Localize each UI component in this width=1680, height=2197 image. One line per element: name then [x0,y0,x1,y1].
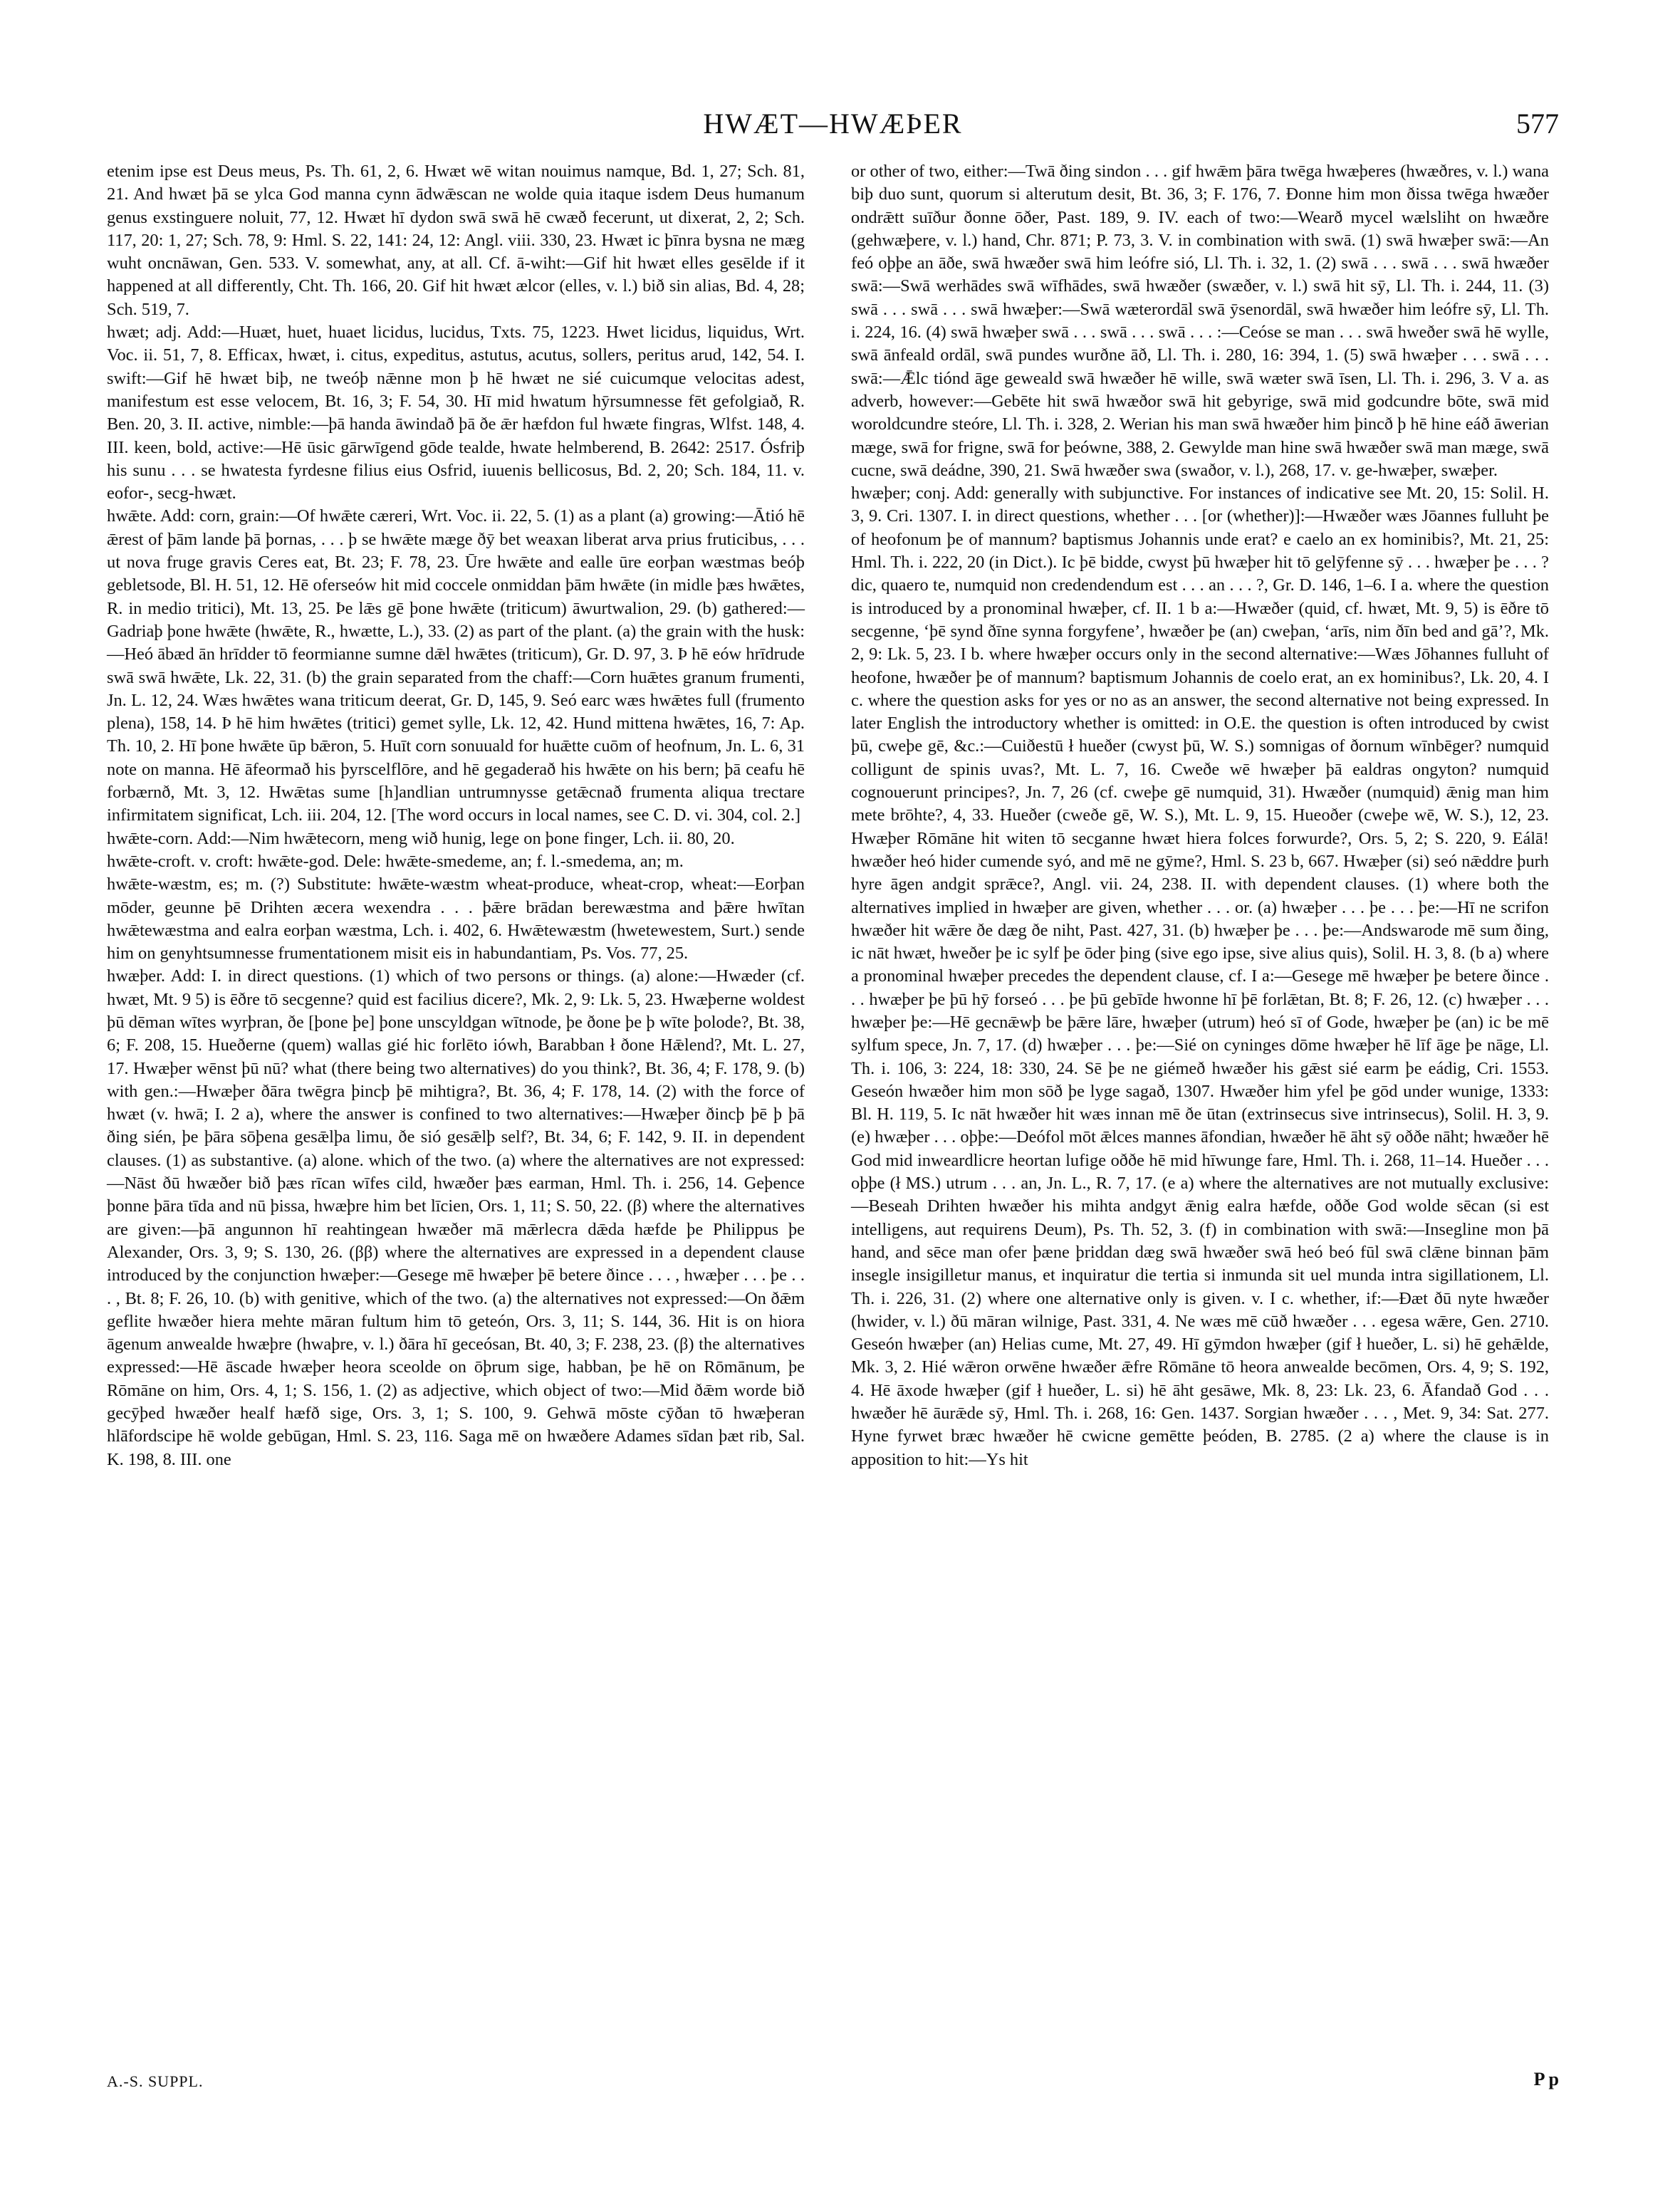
running-title: HWÆT—HWÆÞER [703,108,963,140]
entry-paragraph: hwǣte-wæstm, es; m. (?) Substitute: hwǣte-wæstm wheat-produce, wheat-crop, wheat:—Eorþan mōder, geunne þē Drihten æcera wexendra . . . þǣre brādan berewæstma and þǣre hwītan hwǣtewæstma and ealra eorþan wæstma, Lch. i. 402, 6. Hwǣtewæstm (hwetewestem, Surt.) sende him on genyhtsumnesse frumentationem misit eis in habundantiam, Ps. Vos. 77, 25. [107,875,805,964]
entry-paragraph: hwǣte-corn. Add:—Nim hwǣtecorn, meng wið hunig, lege on þone finger, Lch. ii. 80, 20. [107,828,735,848]
entry-paragraph: hwæt; adj. Add:—Huæt, huet, huaet licidus, lucidus, Txts. 75, 1223. Hwet licidus, liquidus, Wrt. Voc. ii. 51, 7, 8. Efficax, hwæt, i. citus, expeditus, astutus, acutus, sollers, peritus arud, 142, 54. I. swift:—Gif hē hwæt biþ, ne tweóþ nǣnne mon þ hē hwæt ne sié cuicumque velocitas adest, manifestum est esse velocem, Bt. 16, 3; F. 54, 30. Hī mid hwatum hȳrsumnesse fēt gefolgiað, R. Ben. 20, 3. II. active, nimble:—þā handa āwindað þā ðe ǣr hæfdon ful hwæte fingras, Wlfst. 148, 4. III. keen, bold, active:—Hē ūsic gārwīgend gōde tealde, hwate helmberend, B. 2642: 2517. Ósfriþ his sunu . . . se hwatesta fyrdesne filius eius Osfrid, iuuenis bellicosus, Bd. 2, 20; Sch. 184, 11. v. eofor-, secg-hwæt. [107,323,805,503]
page-number: 577 [1516,108,1559,140]
entry-paragraph: hwǣte-croft. v. croft: hwǣte-god. Dele: hwǣte-smedeme, an; f. l.-smedema, an; m. [107,851,684,871]
signature-mark: A.-S. SUPPL. [107,2072,204,2090]
page-header [107,107,1559,150]
right-column [851,160,1549,1471]
entry-paragraph: hwæþer. Add: I. in direct questions. (1) which of two persons or things. (a) alone:—Hwæder (cf. hwæt, Mt. 9 5) is ēðre tō secgenne? quid est facilius dicere?, Mk. 2, 9: Lk. 5, 23. Hwæþerne woldest þū dēman wītes wyrþran, ðe [þone þe] þone unscyldgan wītnode, þe ðone þe þ wīte þolode?, Bt. 38, 6; F. 208, 15. Hueðerne (quem) wallas gié hic forlēto iówh, Barabban ł ðone Hǣlend?, Mt. L. 27, 17. Hwæþer wēnst þū nū? what (there being two alternatives) do you think?, Bt. 36, 4; F. 178, 9. (b) with gen.:—Hwæþer ðāra twēgra þincþ þē mihtigra?, Bt. 36, 4; F. 178, 14. (2) with the force of hwæt (v. hwā; I. 2 a), where the answer is confined to two alternatives:—Hwæþer ðincþ þē þ þā ðing sién, þe þāra sōþena gesǣlþa limu, ðe sió gesǣlþ self?, Bt. 34, 6; F. 142, 9. II. in dependent clauses. (1) as substantive. (a) alone. which of the two. (a) where the alternatives are not expressed:—Nāst ðū hwæðer bið þæs rīcan wīfes cild, hwæðer þæs earman, Hml. Th. i. 256, 14. Geþence þonne þāra tīda and nū þissa, hwæþre him bet līcien, Ors. 1, 11; S. 50, 22. (β) where the alternatives are given:—þā angunnon hī reahtingean hwæðer mā mǣrlecra dǣda hæfde þe Philippus þe Alexander, Ors. 3, 9; S. 130, 26. (ββ) where the alternatives are expressed in a dependent clause introduced by the conjunction hwæþer:—Gesege mē hwæþer þē betere ðince . . . , hwæþer . . . þe . . . , Bt. 8; F. 26, 10. (b) with genitive, which of the two. (a) the alternatives not expressed:—On ðǣm geflite hwæðer hiera mehte māran fultum him tō geteón, Ors. 3, 11; S. 144, 36. Hit is on hiora āgenum anwealde hwæþre (hwaþre, v. l.) ðāra hī geceósan, Bt. 40, 3; F. 238, 23. (β) the alternatives expressed:—Hē āscade hwæþer heora sceolde on ōþrum sige, habban, þe hē on Rōmānum, þe Rōmāne on him, Ors. 4, 1; S. 156, 1. (2) as adjective, which object of two:—Mid ðǣm worde bið gecȳþed hwæðer healf hæfð sige, Ors. 3, 1; S. 100, 9. Gehwā mōste cȳðan tō hwæþeran hlāfordscipe hē wolde gebūgan, Hml. S. 23, 116. Saga mē on hwæðere Adames sīdan þæt rib, Sal. K. 198, 8. III. one [107,966,805,1469]
entry-paragraph: or other of two, either:—Twā ðing sindon . . . gif hwǣm þāra twēga hwæþeres (hwæðres, v. l.) wana biþ duo sunt, quorum si alterutum desit, Bt. 36, 3; F. 176, 7. Ðonne him mon ðissa twēga hwæðer ondrǣtt suīður ðonne ōðer, Past. 189, 9. IV. each of two:—Wearð mycel wælsliht on hwæðre (gehwæþere, v. l.) hand, Chr. 871; P. 73, 3. V. in combination with swā. (1) swā hwæþer swā:—An feó oþþe an āðe, swā hwæðer swā him leófre sió, Ll. Th. i. 32, 1. (2) swā . . . swā . . . swā hwæðer swā:—Swā werhādes swā wīfhādes, swā hwæðer (swæðer, v. l.) swā hit sȳ, Ll. Th. i. 244, 11. (3) swā . . . swā . . . swā hwæþer:—Swā wæterordāl swā ȳsenordāl, swā hwæðer him leófre sȳ, Ll. Th. i. 224, 16. (4) swā hwæþer swā . . . swā . . . swā . . . :—Ceóse se man . . . swā hweðer swā hē wylle, swā ānfeald ordāl, swā pundes wurðne āð, Ll. Th. i. 280, 16: 394, 1. (5) swā hwæþer . . . swā . . . swā:—Ǣlc tiónd āge geweald swā hwæðer hē wille, swā wæter swā īsen, Ll. Th. i. 296, 3. V a. as adverb, however:—Gebēte hit swā hwæðor swā hit gebyrige, swā mid godcundre bōte, swā mid woroldcundre steóre, Ll. Th. i. 328, 2. Werian his man swā hwæðer him þincð þ hē hine eáð āwerian mæge, swā for frigne, swā for þeówne, 388, 2. Gewylde man hine swā hwæðer swā man mæge, swā cucne, swā deádne, 390, 21. Swā hwæðer swa (swaðor, v. l.), 268, 17. v. ge-hwæþer, swæþer. [851,162,1549,480]
left-column [107,160,805,1471]
entry-paragraph: hwǣte. Add: corn, grain:—Of hwǣte cæreri, Wrt. Voc. ii. 22, 5. (1) as a plant (a) growing:—Ātió hē ǣrest of þām lande þā þornas, . . . þ se hwǣte mæge ðȳ bet weaxan liberat arva prius fruticibus, . . . ut nova fruge gravis Ceres eat, Bt. 23; F. 78, 23. Ūre hwǣte and ealle ūre eorþan wæstmas beóþ gebletsode, Bl. H. 51, 12. Hē oferseów hit mid coccele onmiddan þām hwǣte (in midle þæs hwǣtes, R. in medio tritici), Mt. 13, 25. Þe lǣs gē þone hwǣte (triticum) āwurtwalion, 29. (b) gathered:—Gadriaþ þone hwǣte (hwǣte, R., hwætte, L.), 33. (2) as part of the plant. (a) the grain with the husk:—Heó ābæd ān hrīdder tō feormianne sumne dǣl hwǣtes (triticum), Gr. D. 97, 3. Þ hē eów hrīdrude swā swā hwǣte, Lk. 22, 31. (b) the grain separated from the chaff:—Corn huǣtes granum frumenti, Jn. L. 12, 24. Wæs hwǣtes wana triticum deerat, Gr. D, 145, 9. Seó earc wæs hwǣtes full (frumento plena), 158, 14. Þ hē him hwǣtes (tritici) gemet sylle, Lk. 12, 42. Hund mittena hwǣtes, 16, 7: Ap. Th. 10, 2. Hī þone hwǣte ūp bǣron, 5. Huīt corn sonuuald for huǣtte cuōm of heofnum, Jn. L. 6, 31 note on manna. Hē āfeormað his þyrscelflōre, and hē gegaderað his hwǣte on his bern; þā ceafu hē forbærnð, Mt. 3, 12. Hwǣtas sume [h]andlian untrumnysse getǣcnað frumenta aliqua trectare infirmitatem significat, Lch. iii. 204, 12. [The word occurs in local names, see C. D. vi. 304, col. 2.] [107,506,805,825]
entry-paragraph: hwæþer; conj. Add: generally with subjunctive. For instances of indicative see Mt. 20, 15: Solil. H. 3, 9. Cri. 1307. I. in direct questions, whether . . . [or (whether)]:—Hwæðer wæs Jōannes fulluht þe of heofonum þe of mannum? baptismus Johannis unde erat? e caelo an ex hominibis?, Mt. 21, 25: Hml. Th. i. 222, 20 (in Dict.). Ic þē bidde, cwyst þū hwæþer hit tō gelȳfenne sȳ . . . hwæþer þe . . . ? dic, quaero te, numquid non credendendum est . . . an . . . ?, Gr. D. 146, 1–6. I a. where the question is introduced by a pronominal hwæþer, cf. II. 1 b a:—Hwæðer (quid, cf. hwæt, Mt. 9, 5) is ēðre tō secgenne, ‘þē synd ðīne synna forgyfene’, hwæðer þe (an) cweþan, ‘arīs, nim ðīn bed and gā’?, Mk. 2, 9: Lk. 5, 23. I b. where hwæþer occurs only in the second alternative:—Wæs Jōhannes fulluht of heofone, hwæðer þe of mannum? baptismum Johannis de coelo erat, an ex hominibus?, Lk. 20, 4. I c. where the question asks for yes or no as an answer, the second alternative not being expressed. In later English the introductory whether is omitted: in O.E. the question is often introduced by cwist þū, cweþe gē, &c.:—Cuiðestū ł hueðer (cwyst þū, W. S.) somnigas of ðornum wīnbēger? numquid colligunt de spinis uvas?, Mt. L. 7, 16. Cweðe wē hwæþer þā ealdras ongyton? numquid cognouerunt principes?, Jn. 7, 26 (cf. cweþe gē numquid, 31). Hwæðer (numquid) ǣnig man him mete brōhte?, 4, 33. Hueðer (cweðe gē, W. S.), Mt. L. 9, 15. Hueoðer (cweþe wē, W. S.), 12, 23. Hwæþer Rōmāne hit witen tō secganne hwæt hiera folces forwurde?, Ors. 5, 2; S. 220, 9. Eálā! hwæðer heó hider cumende syó, and mē ne gȳme?, Hml. S. 23 b, 667. Hwæþer (si) seó nǣddre þurh hyre āgen andgit sprǣce?, Angl. vii. 24, 238. II. with dependent clauses. (1) where both the alternatives implied in hwæþer are given, whether . . . or. (a) hwæþer . . . þe . . . þe:—Hī ne scrifon hwæðer hit wǣre ðe dæg ðe niht, Past. 427, 31. (b) hwæþer þe . . . þe:—Andswarode mē sum ðing, ic nāt hwæt, hweðer þe ic sylf þe ōder þing (sive ego ipse, sive alius quis), Solil. H. 3, 8. (b a) where a pronominal hwæþer precedes the dependent clause, cf. I a:—Gesege mē hwæþer þe betere ðince . . . hwæþer þe þū hȳ forseó . . . þe þū gebīde hwonne hī þē forlǣtan, Bt. 8; F. 26, 12. (c) hwæþer . . . hwæþer þe:—Hē gecnǣwþ be þǣre lāre, hwæþer (utrum) heó sī of Gode, hwæþer þe (an) ic be mē sylfum spece, Jn. 7, 17. (d) hwæþer . . . þe:—Sié on cyninges dōme hwæþer hē līf āge þe nāge, Ll. Th. i. 106, 3: 224, 18: 330, 24. Sē þe ne giémeð hwæðer his gǣst sié earm þe eádig, Cri. 1553. Geseón hwæðer him mon sōð þe lyge sagað, 1307. Hwæðer him yfel þe gōd under wunige, 1333: Bl. H. 119, 5. Ic nāt hwæðer hit wæs innan mē ðe ūtan (extrinsecus sive intrinsecus), Solil. H. 3, 9. (e) hwæþer . . . oþþe:—Deófol mōt ǣlces mannes āfondian, hwæðer hē āht sȳ oððe nāht; hwæðer hē God mid inweardlicre heortan lufige oððe hē mid hīwunge fare, Hml. Th. i. 268, 11–14. Hueðer . . . oþþe (ł MS.) utrum . . . an, Jn. L., R. 7, 17. (e a) where the alternatives are not mutually exclusive:—Beseah Drihten hwæðer his mihta andgyt ǣnig ealra hæfde, oððe God wolde sēcan (si est intelligens, aut requirens Deum), Ps. Th. 52, 3. (f) in combination with swā:—Insegline mon þā hand, and sēce man ofer þæne þriddan dæg swā hwæðer swā heó beó fūl swā clǣne binnan þām insegle insigilletur manus, et inquiratur die tertia si inmunda sit uel munda intra sigillationem, Ll. Th. i. 226, 31. (2) where one alternative only is given. v. I c. whether, if:—Ðæt ðū nyte hwæðer (hwider, v. l.) ðū māran wilnige, Past. 331, 4. Ne wæs mē cūð hwæðer . . . egesa wǣre, Gen. 2710. Geseón hwæþer (an) Helias cume, Mt. 27, 49. Hī gȳmdon hwæþer (gif ł hueðer, L. si) hē gehǣlde, Mk. 3, 2. Hié wǣron orwēne hwæðer ǣfre Rōmāne tō heora anwealde becōmen, Ors. 4, 9; S. 192, 4. Hē āxode hwæþer (gif ł hueðer, L. si) hē āht gesāwe, Mk. 8, 23: Lk. 23, 6. Āfandað God . . . hwæðer hē āurǣde sȳ, Hml. Th. i. 268, 16: Gen. 1437. Sorgian hwæðer . . . , Met. 9, 34: Sat. 277. Hyne fyrwet bræc hwæðer hē cwicne gemētte þeóden, B. 2785. (2 a) where the clause is in apposition to hit:—Ys hit [851,484,1549,1469]
entry-paragraph: etenim ipse est Deus meus, Ps. Th. 61, 2, 6. Hwæt wē witan nouimus namque, Bd. 1, 27; Sch. 81, 21. And hwæt þā se ylca God manna cynn ādwǣscan ne wolde quia itaque isdem Deus humanum genus exstinguere noluit, 77, 12. Hwæt hī dydon swā swā hē cwæð fecerunt, ut dixerat, 2, 2; Sch. 117, 20: 1, 27; Sch. 78, 9: Hml. S. 22, 141: 24, 12: Angl. viii. 330, 23. Hwæt ic þīnra bysna ne mæg wuht oncnāwan, Gen. 533. V. somewhat, any, at all. Cf. ā-wiht:—Gif hit hwæt elles gesēlde if it happened at all differently, Cht. Th. 166, 20. Gif hit hwæt ælcor (elles, v. l.) bið sin alias, Bd. 4, 28; Sch. 519, 7. [107,162,805,319]
gathering-mark: P p [1533,2069,1559,2089]
